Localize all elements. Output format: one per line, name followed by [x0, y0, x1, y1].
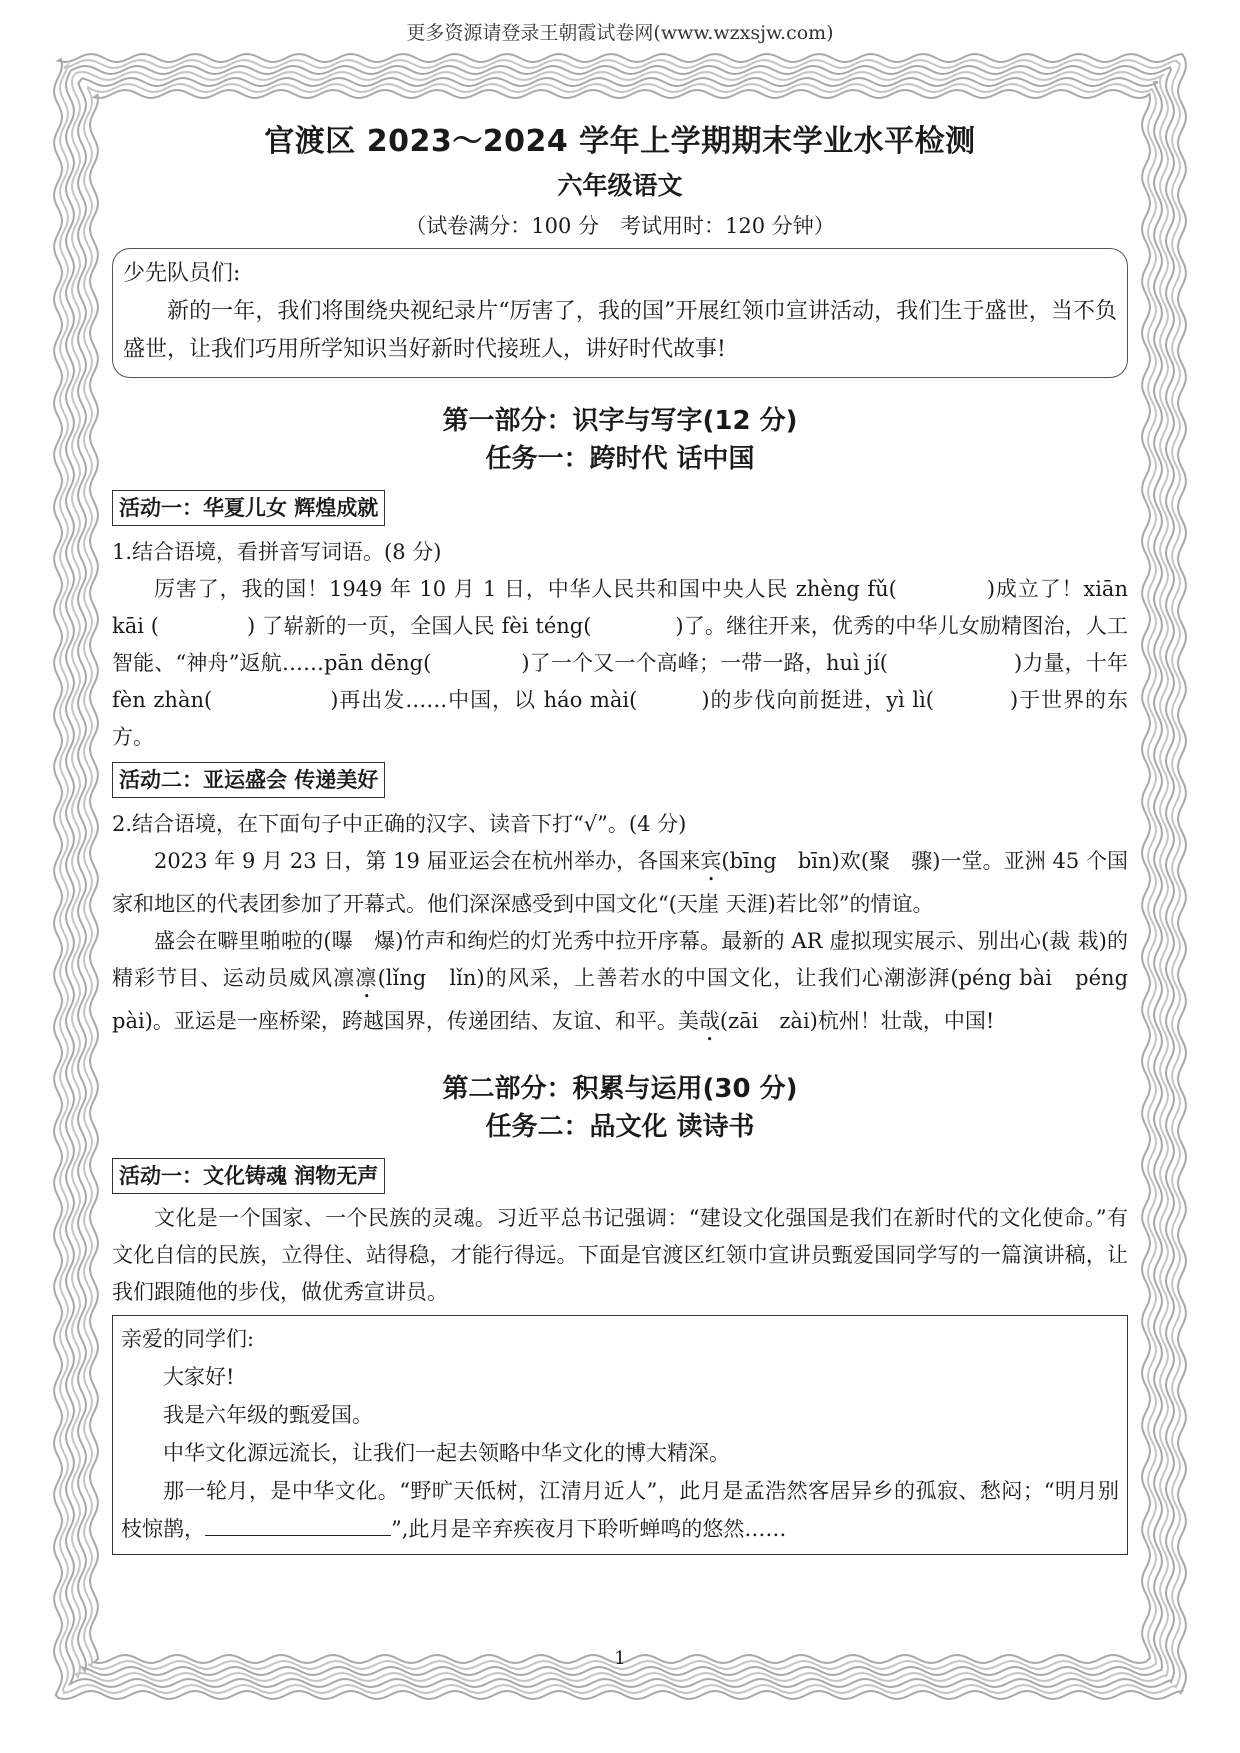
question2-stem: 2.结合语境，在下面句子中正确的汉字、读音下打“√”。(4 分)	[112, 812, 687, 836]
q1-text: )了。继往开来，优秀的中华儿女励精图治，人工智能、“神舟”返航……pān dēng(	[112, 614, 1128, 675]
speech-box	[112, 1315, 1128, 1555]
question2-paragraph1	[112, 843, 1128, 923]
q1-text: 厉害了，我的国！1949 年 10 月 1 日，中华人民共和国中央人民 zhèng fǔ(	[154, 577, 897, 601]
dotted-character: 宾	[700, 849, 722, 873]
exam-page-content	[112, 112, 1128, 1555]
part2-task: 任务二：品文化 读诗书	[485, 1112, 755, 1142]
site-header: 更多资源请登录王朝霞试卷网(www.wzxsjw.com)	[406, 22, 834, 44]
intro-salutation: 少先队员们:	[123, 261, 241, 286]
speech-salutation: 亲爱的同学们:	[121, 1327, 255, 1351]
q1-text: ) 了崭新的一页，全国人民 fèi téng(	[247, 614, 592, 638]
part1-task: 任务一：跨时代 话中国	[485, 444, 755, 474]
q1-text: )再出发……中国，以 háo mài(	[330, 688, 638, 712]
speech-text: ”,此月是辛弃疾夜月下聆听蝉鸣的悠然……	[391, 1517, 787, 1541]
q1-text: )了一个又一个高峰；一带一路，huì jí(	[521, 651, 888, 675]
question1-stem: 1.结合语境，看拼音写词语。(8 分)	[112, 540, 442, 564]
intro-box	[112, 248, 1128, 378]
part2-intro-paragraph: 文化是一个国家、一个民族的灵魂。习近平总书记强调：“建设文化强国是我们在新时代的文化使命。”有文化自信的民族，立得住、站得稳，才能行得远。下面是官渡区红领巾宣讲员甄爱国同学写的一篇演讲稿，让我们跟随他的步伐，做优秀宣讲员。	[112, 1206, 1128, 1304]
speech-text: 那一轮月，是中华文化。“野旷天低树，江清月近人”，此月是孟浩然客居异乡的孤寂、愁闷；“明月别枝惊鹊，	[121, 1479, 1119, 1541]
part1-activity2-label: 活动二：亚运盛会 传递美好	[112, 762, 385, 798]
speech-poem-paragraph	[121, 1472, 1119, 1548]
exam-title: 官渡区 2023～2024 学年上学期期末学业水平检测	[264, 124, 976, 159]
exam-subtitle: 六年级语文	[557, 171, 683, 200]
q1-text: )于世界的东方。	[112, 688, 1128, 749]
q1-text: )成立了！xiān kāi (	[112, 577, 1128, 638]
dotted-character: 凛	[355, 966, 378, 990]
q1-text: )力量，十年 fèn zhàn(	[112, 651, 1128, 712]
speech-line: 中华文化源远流长，让我们一起去领略中华文化的博大精深。	[163, 1441, 730, 1465]
part1-title: 第一部分：识字与写字(12 分)	[442, 406, 798, 436]
q1-text: )的步伐向前挺进，yì lì(	[701, 688, 934, 712]
question1-passage	[112, 571, 1128, 756]
q2-text: 2023 年 9 月 23 日，第 19 届亚运会在杭州举办，各国来	[154, 849, 701, 873]
question2-paragraph2	[112, 923, 1128, 1046]
q2-text: (zāi zài)杭州！壮哉，中国!	[719, 1009, 995, 1033]
part2-title: 第二部分：积累与运用(30 分)	[442, 1074, 798, 1104]
speech-greeting: 大家好!	[163, 1365, 235, 1389]
poem-answer-blank[interactable]	[205, 1515, 391, 1536]
page-number: 1	[614, 1648, 626, 1669]
speech-intro: 我是六年级的甄爱国。	[163, 1403, 373, 1427]
q2-text: (lǐng lǐn)的风采，上善若水的中国文化，让我们心潮澎湃(péng bài péng pài)。亚运是一座桥梁，跨越国界，传递团结、友谊、和平。美	[112, 966, 1129, 1033]
q2-text: 盛会在噼里啪啦的(曝 爆)竹声和绚烂的灯光秀中拉开序幕。最新的 AR 虚拟现实展示、别出心(裁 栽)的精彩节目、运动员威风凛	[112, 929, 1128, 990]
exam-score-time: （试卷满分：100 分 考试用时：120 分钟）	[405, 214, 835, 238]
intro-body: 新的一年，我们将围绕央视纪录片“厉害了，我的国”开展红领巾宣讲活动，我们生于盛世，当不负盛世，让我们巧用所学知识当好新时代接班人，讲好时代故事!	[123, 299, 1117, 362]
part2-activity1-label: 活动一：文化铸魂 润物无声	[112, 1158, 385, 1194]
dotted-character: 哉	[698, 1009, 720, 1033]
part1-activity1-label: 活动一：华夏儿女 辉煌成就	[112, 490, 385, 526]
q2-text: (bīng bīn)欢(聚 骤)一堂。亚洲 45 个国家和地区的代表团参加了开幕式。他们深深感受到中国文化“(天崖 天涯)若比邻”的情谊。	[112, 849, 1129, 916]
